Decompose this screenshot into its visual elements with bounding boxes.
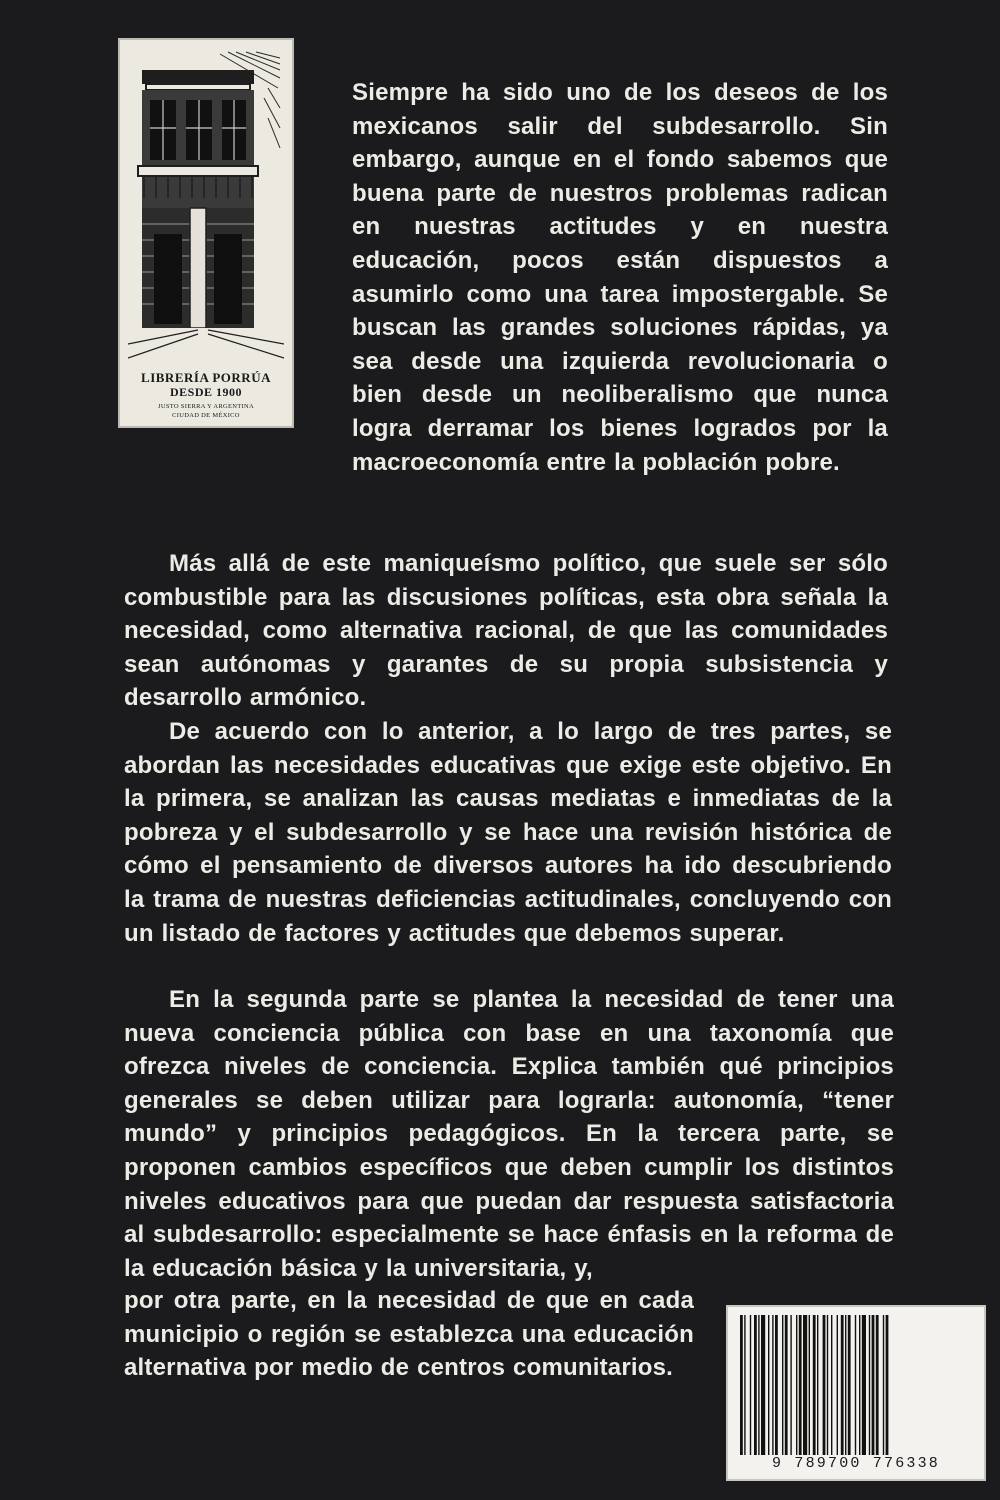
- blurb-paragraph-2: Más allá de este maniqueísmo político, que suele ser sólo combustible para las discusiones políticas, esta obra señala la necesidad, como alternativa racional, de que las comunidades sean autónomas y garantes de su propia subsistencia y desarrollo armónico.: [124, 550, 888, 712]
- building-engraving: [128, 48, 284, 370]
- emblem-address-city: CIUDAD DE MÉXICO: [172, 412, 240, 419]
- emblem-bookstore-name: LIBRERÍA PORRÚA: [141, 370, 271, 385]
- emblem-caption: [120, 370, 292, 420]
- publisher-emblem: [118, 38, 294, 428]
- emblem-address: [120, 402, 292, 420]
- blurb-paragraph-4-continued: por otra parte, en la necesidad de que en cada municipio o región se establezca una educación alternativa por medio de centros comunitarios.: [124, 1287, 694, 1382]
- blurb-paragraph-3: De acuerdo con lo anterior, a lo largo de tres partes, se abordan las necesidades educativas que exige este objetivo. En la primera, se analizan las causas mediatas e inmediatas de la pobreza y el subdesarrollo y se hace una revisión histórica de cómo el pensamiento de diversos autores ha ido descubriendo la trama de nuestras deficiencias actitudinales, concluyendo con un listado de factores y actitudes que debemos superar.: [124, 718, 892, 947]
- isbn-number: 9 789700 776338: [771, 1455, 941, 1472]
- blurb-paragraph-1: Siempre ha sido uno de los deseos de los mexicanos salir del subdesarrollo. Sin embargo, aunque en el fondo sabemos que buena parte de nuestros problemas radican en nuestras actitudes y en nuestra educación, pocos están dispuestos a asumirlo como una tarea impostergable. Se buscan las grandes soluciones rápidas, ya sea desde una izquierda revolucionaria o bien desde un neoliberalismo que nunca logra derramar los bienes logrados por la macroeconomía entre la población pobre.: [352, 79, 888, 476]
- blurb-paragraph-4: En la segunda parte se plantea la necesidad de tener una nueva conciencia pública con base en una taxonomía que ofrezca niveles de conciencia. Explica también qué principios generales se deben utilizar para lograrla: autonomía, “tener mundo” y principios pedagógicos. En la tercera parte, se proponen cambios específicos que deben cumplir los distintos niveles educativos para que puedan dar respuesta satisfactoria al subdesarrollo: especialmente se hace énfasis en la reforma de la educación básica y la universitaria, y,: [124, 986, 894, 1282]
- isbn-barcode: [726, 1305, 986, 1481]
- emblem-address-street: JUSTO SIERRA Y ARGENTINA: [158, 403, 254, 410]
- emblem-founded: DESDE 1900: [169, 385, 242, 399]
- barcode-bars: [736, 1315, 976, 1455]
